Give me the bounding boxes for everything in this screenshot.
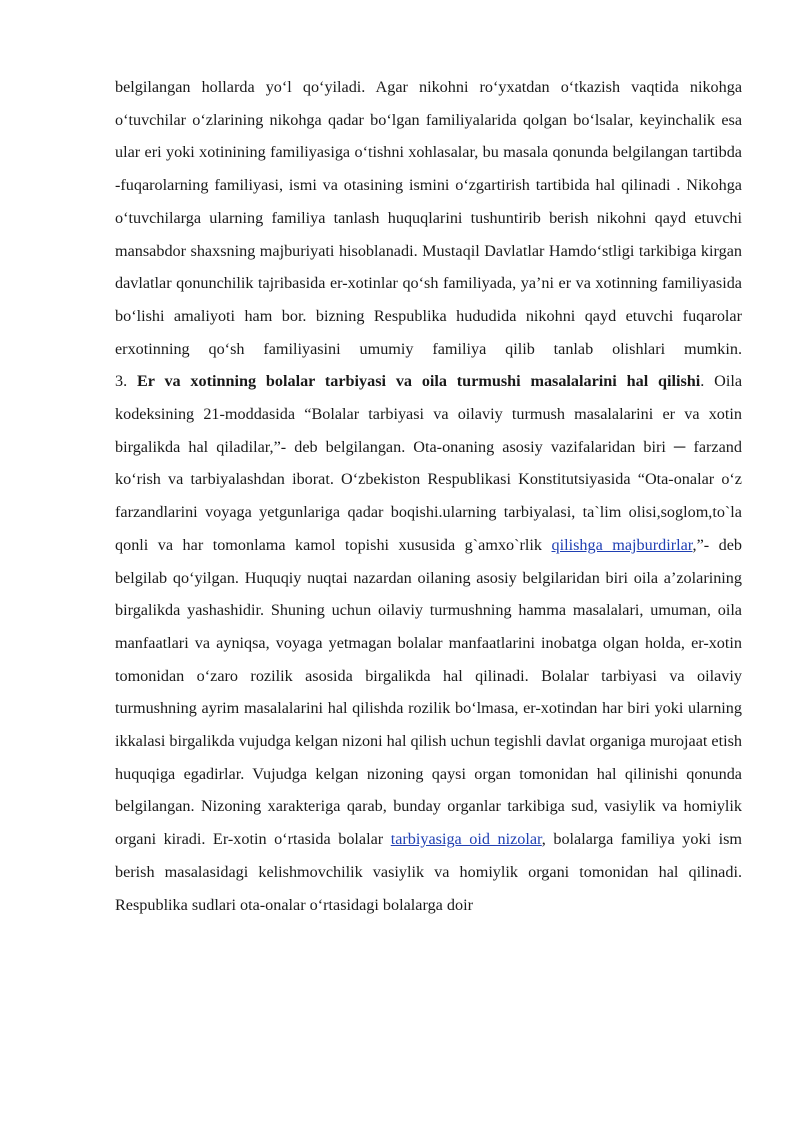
section-heading: Er va xotinning bolalar tarbiyasi va oila turmushi masalalarini hal qilishi bbox=[136, 372, 701, 391]
body-text-part-1: Oila kodeksining 21-moddasida “Bolalar tarbiyasi va oilaviy turmush masalalarini er va xotin birgalikda hal qiladilar,”- deb belgilangan. Ota-onaning asosiy vazifalaridan biri ─ farzand ko‘rish va tarbiyalashdan iborat. O‘zbekiston Respublikasi Konstitutsiyasida “Ota-onalar o‘z farzandlarini voyaga yetgunlariga qadar boqishi.ularning tarbiyalasi, ta`lim olisi,soglom,to`la qonli va har tomonlama kamol topishi xususida g`amxo`rlik bbox=[115, 372, 743, 554]
paragraph-family-name: belgilangan hollarda yo‘l qo‘yiladi. Agar nikohni ro‘yxatdan o‘tkazish vaqtida nikohga o‘tuvchilar o‘zlarining nikohga qadar bo‘lgan familiyalarida qolgan bo‘lsalar, keyinchalik esa ular eri yoki xotinining familiyasiga o‘tishni xohlasalar, bu masala qonunda belgilangan tartibda -fuqarolarning familiyasi, ismi va otasining ismini o‘zgartirish tartibida hal qilinadi . Nikohga o‘tuvchilarga ularning familiya tanlash huquqlarini tushuntirib berish nikohni qayd etuvchi mansabdor shaxsning majburiyati hisoblanadi. Mustaqil Davlatlar Hamdo‘stligi tarkibiga kirgan davlatlar qonunchilik tajribasida er-xotinlar qo‘sh familiyada, ya’ni er va xotinning familiyasida bo‘lishi amaliyoti ham bor. bizning Respublika hududida nikohni qayd etuvchi fuqarolar erxotinning qo‘sh familiyasini umumiy familiya qilib tanlab olishlari mumkin. bbox=[115, 78, 742, 358]
link-qilishga-majburdirlar[interactable]: qilishga majburdirlar bbox=[551, 535, 693, 554]
link-tarbiyasiga-oid-nizolar[interactable]: tarbiyasiga oid nizolar bbox=[390, 830, 542, 849]
body-text-part-2: ,”- deb belgilab qo‘yilgan. Huquqiy nuqtai nazardan oilaning asosiy belgilaridan biri oila a’zolarining birgalikda yashashidir. Shuning uchun oilaviy turmushning hamma masalalari, umuman, oila manfaatlari va ayniqsa, voyaga yetmagan bolalar manfaatlarini inobatga olgan holda, er-xotin tomonidan o‘zaro rozilik asosida birgalikda hal qilinadi. Bolalar tarbiyasi va oilaviy turmushning ayrim masalalarini hal qilishda rozilik bo‘lmasa, er-xotindan har biri yoki ularning ikkalasi birgalikda vujudga kelgan nizoni hal qilish uchun tegishli davlat organiga murojaat etish huquqiga egadirlar. Vujudga kelgan nizoning qaysi organ tomonidan hal qilinishi qonunda belgilangan. Nizoning xarakteriga qarab, bunday organlar tarkibiga sud, vasiylik va homiylik organi kiradi. Er-xotin o‘rtasida bolalar bbox=[115, 535, 743, 849]
body-text-part-3: , bolalarga familiya yoki ism berish masalasidagi kelishmovchilik vasiylik va homiylik organi tomonidan hal qilinadi. Respublika sudlari ota-onalar o‘rtasidagi bolalarga doir bbox=[115, 830, 742, 914]
section-3-paragraph bbox=[115, 365, 742, 921]
section-heading-end: . bbox=[700, 372, 705, 391]
section-number: 3. bbox=[115, 372, 128, 391]
document-page bbox=[115, 71, 742, 921]
